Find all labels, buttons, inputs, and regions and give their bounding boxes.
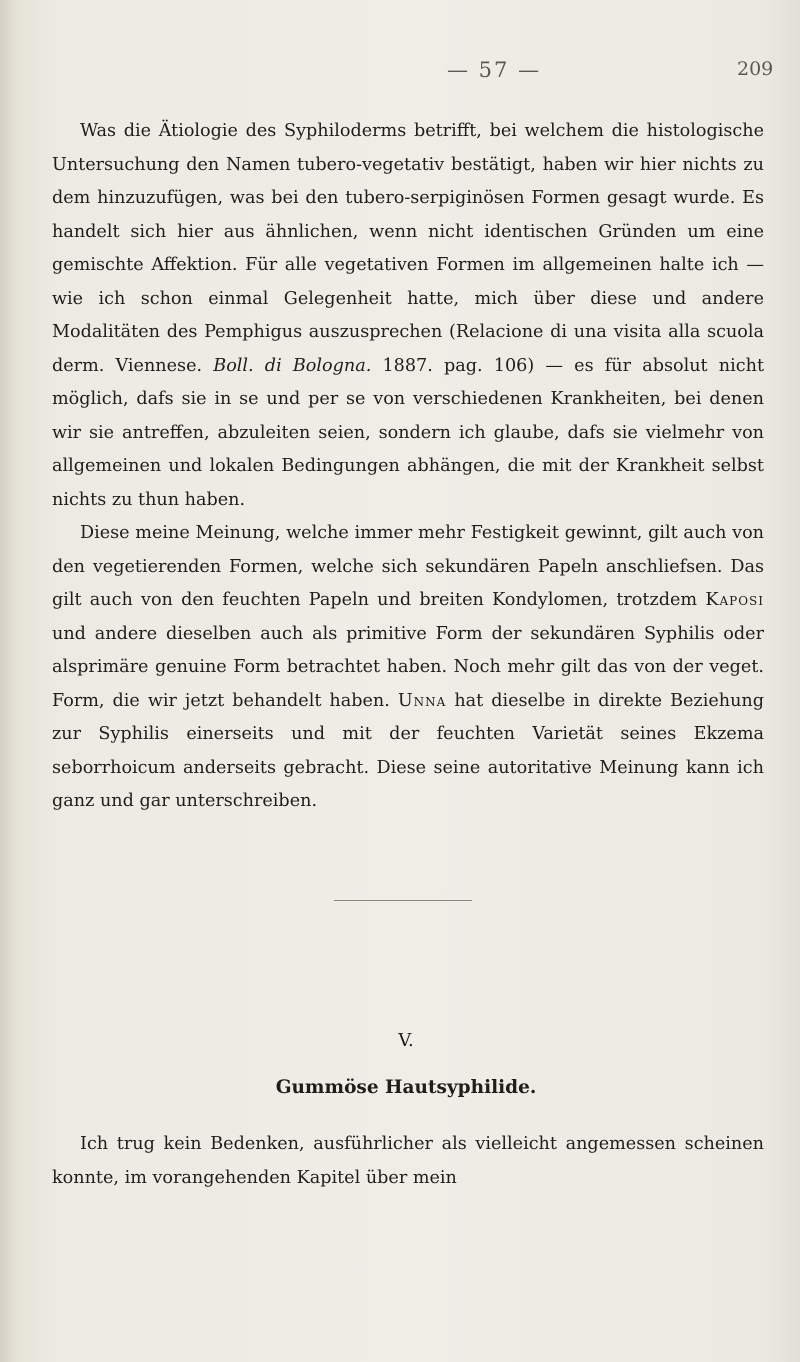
author-name-unna: Unna xyxy=(397,690,447,711)
closing-paragraph xyxy=(52,1128,764,1195)
citation-journal: Boll. di Bologna. xyxy=(213,355,372,376)
page-number: — 57 — xyxy=(447,58,542,82)
page-header xyxy=(0,58,800,88)
author-name-kaposi: Kaposi xyxy=(705,590,764,610)
paragraph-text: und andere dieselben auch als primitive Form der sekundären Syphilis oder alsprimäre genuine Form betrachtet haben. Noch mehr gilt das von der veget. Form, die wir jetzt behandelt haben. xyxy=(52,623,764,711)
paragraph-text: Diese meine Meinung, welche immer mehr Festigkeit gewinnt, gilt auch von den vegetierenden Formen, welche sich sekundären Papeln anschliefsen. Das gilt auch von den feuchten Papeln und breiten Kondylomen, trotzdem xyxy=(52,523,764,610)
paragraph-opinion xyxy=(52,517,764,819)
paragraph-etiology xyxy=(52,115,764,517)
paragraph-text: 1887. pag. 106) — es für absolut nicht möglich, dafs sie in se und per se von verschiedenen Krankheiten, bei denen wir sie antreffen, abzuleiten seien, sondern ich glaube, dafs sie vielmehr von allgemeinen und lokalen Bedingungen abhängen, die mit der Krankheit selbst nichts zu thun haben. xyxy=(52,355,765,510)
section-divider xyxy=(334,900,472,901)
folio-number: 209 xyxy=(737,58,774,80)
paragraph-text: Was die Ätiologie des Syphiloderms betrifft, bei welchem die histologische Untersuchung den Namen tubero-vegetativ bestätigt, haben wir hier nichts zu dem hinzuzufügen, was bei den tubero-serpiginösen Formen gesagt wurde. Es handelt sich hier aus ähnlichen, wenn nicht identischen Gründen um eine gemischte Affektion. Für alle vegetativen Formen im allgemeinen halte ich — wie ich schon einmal Gelegenheit hatte, mich über diese und andere Modalitäten des Pemphigus auszusprechen (Relacione di una visita alla scuola derm. Viennese. xyxy=(52,121,764,376)
section-number: V. xyxy=(398,1030,414,1051)
section-title: Gummöse Hautsyphilide. xyxy=(275,1077,537,1098)
paragraph-gumma-intro: Ich trug kein Bedenken, ausführlicher als vielleicht angemessen scheinen konnte, im vorangehenden Kapitel über mein xyxy=(52,1134,764,1188)
paragraph-text: hat dieselbe in direkte Beziehung zur Syphilis einerseits und mit der feuchten Varietät seines Ekzema seborrhoicum anderseits gebracht. Diese seine autoritative Meinung kann ich ganz und gar unterschreiben. xyxy=(52,690,764,811)
main-text xyxy=(52,115,764,819)
